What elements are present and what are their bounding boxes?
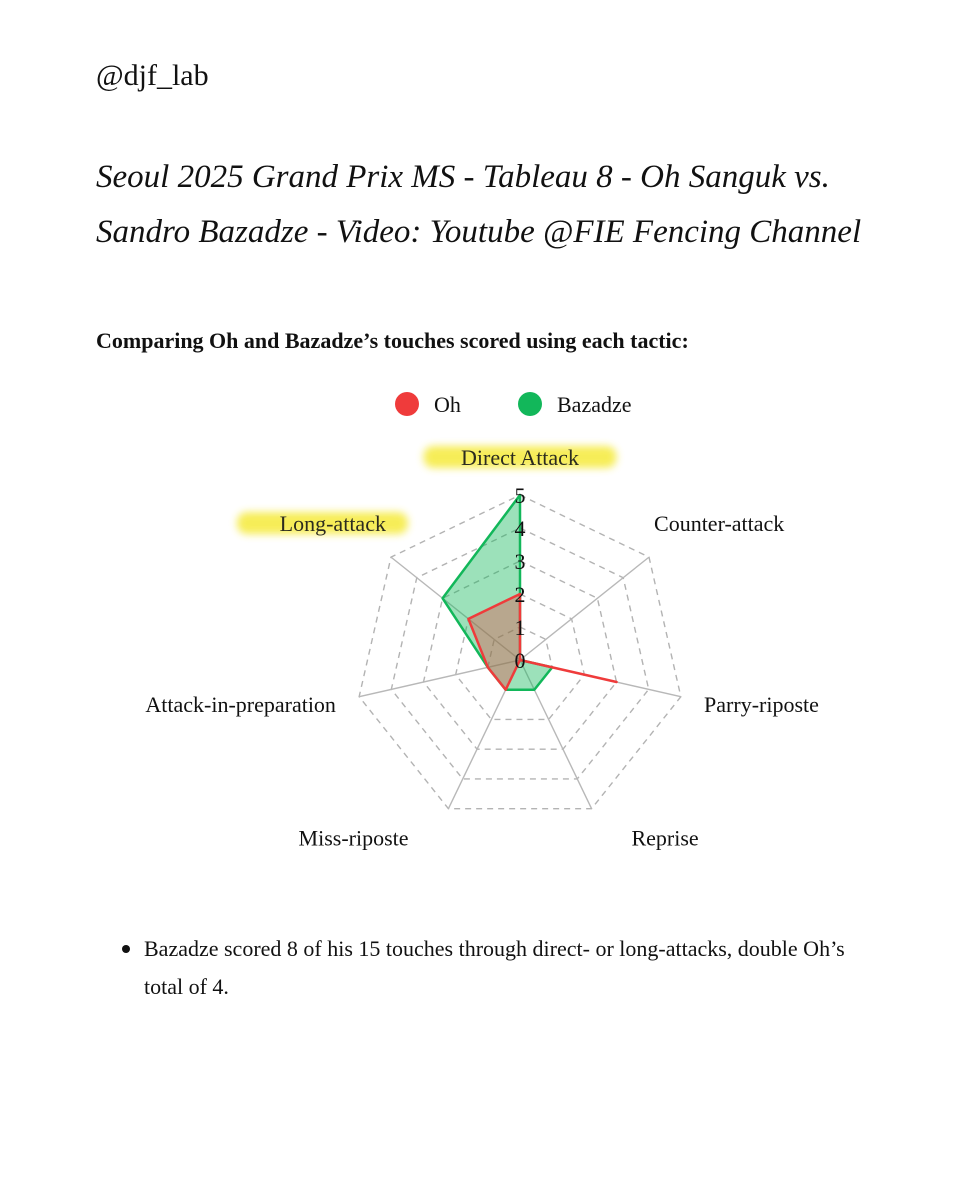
axis-label: Direct Attack [461,445,579,470]
chart-heading: Comparing Oh and Bazadze’s touches scored using each tactic: [96,328,689,353]
radar-chart [0,380,960,880]
axis-label: Long-attack [279,511,386,537]
axis-label: Reprise [631,825,699,851]
r-tick-label: 3 [514,549,526,574]
r-tick-label: 5 [514,483,526,508]
legend-swatch-bazadze [518,392,542,416]
r-tick-label: 0 [514,648,526,673]
page-title: Seoul 2025 Grand Prix MS - Tableau 8 - Oh Sanguk vs. Sandro Bazadze - Video: Youtube @FIE Fencing Channel [96,159,862,250]
legend-swatch-oh [395,392,419,416]
axis-label: Miss-riposte [298,825,409,851]
axis-label: Attack-in-preparation [145,691,336,717]
notes-list [96,930,856,1006]
author-handle: @djf_lab [96,59,209,92]
legend-label-bazadze: Bazadze [557,392,632,417]
r-tick-label: 1 [514,615,526,640]
note-item: Bazadze scored 8 of his 15 touches through direct- or long-attacks, double Oh’s total of 4. [96,930,856,1006]
legend-label-oh: Oh [434,392,461,417]
axis-label: Counter-attack [654,511,785,537]
r-tick-label: 2 [514,582,526,607]
axis-label: Parry-riposte [704,691,819,717]
r-tick-label: 4 [514,516,526,541]
